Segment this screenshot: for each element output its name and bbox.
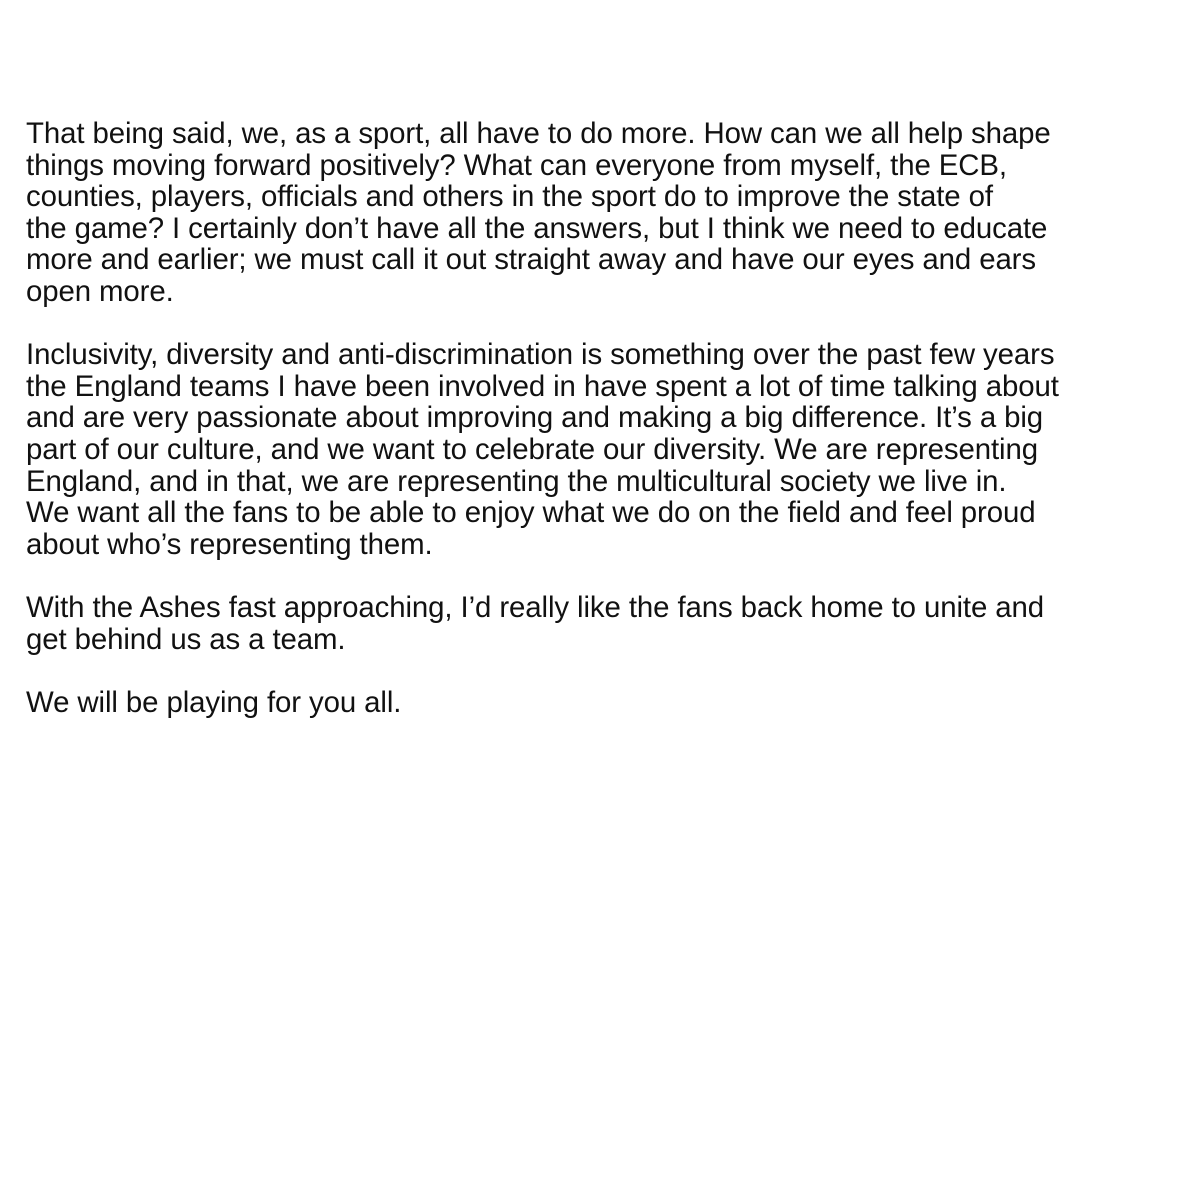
text-line: With the Ashes fast approaching, I’d really like the fans back home to unite and bbox=[26, 590, 1045, 624]
text-line: We will be playing for you all. bbox=[26, 685, 402, 719]
text-line: part of our culture, and we want to celebrate our diversity. We are representing bbox=[26, 432, 1038, 466]
text-line: Inclusivity, diversity and anti-discrimination is something over the past few years bbox=[26, 338, 1055, 372]
text-line: the game? I certainly don’t have all the answers, but I think we need to educate bbox=[26, 211, 1048, 245]
statement-text bbox=[26, 118, 1186, 750]
text-line: open more. bbox=[26, 274, 174, 308]
text-line: counties, players, officials and others in the sport do to improve the state of bbox=[26, 180, 993, 214]
paragraph-3 bbox=[26, 592, 1186, 655]
text-line: That being said, we, as a sport, all have to do more. How can we all help shape bbox=[26, 117, 1051, 150]
text-line: We want all the fans to be able to enjoy what we do on the field and feel proud bbox=[26, 496, 1036, 530]
text-line: the England teams I have been involved in have spent a lot of time talking about bbox=[26, 369, 1059, 403]
paragraph-2 bbox=[26, 339, 1186, 560]
text-line: more and earlier; we must call it out straight away and have our eyes and ears bbox=[26, 243, 1036, 277]
text-line: England, and in that, we are representing the multicultural society we live in. bbox=[26, 464, 1007, 498]
text-line: and are very passionate about improving and making a big difference. It’s a big bbox=[26, 401, 1044, 435]
paragraph-1 bbox=[26, 118, 1186, 308]
text-line: about who’s representing them. bbox=[26, 527, 433, 561]
paragraph-4 bbox=[26, 687, 1186, 719]
text-line: get behind us as a team. bbox=[26, 622, 346, 656]
text-line: things moving forward positively? What can everyone from myself, the ECB, bbox=[26, 148, 1007, 182]
